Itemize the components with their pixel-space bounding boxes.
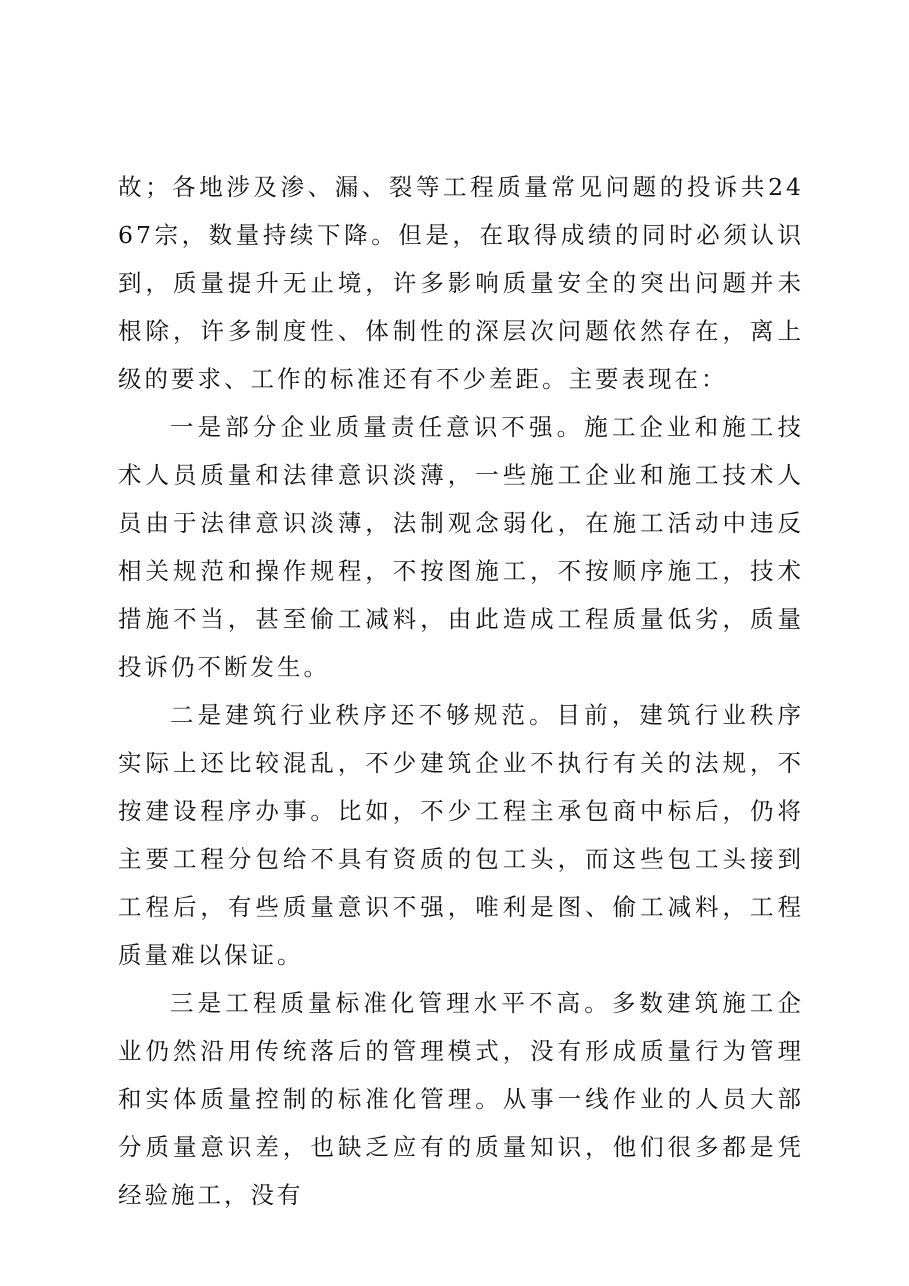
paragraph-continuation: 故；各地涉及渗、漏、裂等工程质量常见问题的投诉共2467宗，数量持续下降。但是，在取得成绩的同时必须认识到，质量提升无止境，许多影响质量安全的突出问题并未根除，许多制度性、体制性的深层次问题依然存在，离上级的要求、工作的标准还有不少差距。主要表现在： (118, 173, 804, 393)
paragraph-point-one: 一是部分企业质量责任意识不强。施工企业和施工技术人员质量和法律意识淡薄，一些施工企业和施工技术人员由于法律意识淡薄，法制观念弱化，在施工活动中违反相关规范和操作规程，不按图施工，不按顺序施工，技术措施不当，甚至偷工减料，由此造成工程质量低劣，质量投诉仍不断发生。 (118, 413, 804, 681)
document-body (118, 163, 804, 1219)
paragraph-point-three: 三是工程质量标准化管理水平不高。多数建筑施工企业仍然沿用传统落后的管理模式，没有形成质量行为管理和实体质量控制的标准化管理。从事一线作业的人员大部分质量意识差，也缺乏应有的质量知识，他们很多都是凭经验施工，没有 (118, 989, 804, 1209)
paragraph-point-two: 二是建筑行业秩序还不够规范。目前，建筑行业秩序实际上还比较混乱，不少建筑企业不执行有关的法规，不按建设程序办事。比如，不少工程主承包商中标后，仍将主要工程分包给不具有资质的包工头，而这些包工头接到工程后，有些质量意识不强，唯利是图、偷工减料，工程质量难以保证。 (118, 701, 804, 969)
